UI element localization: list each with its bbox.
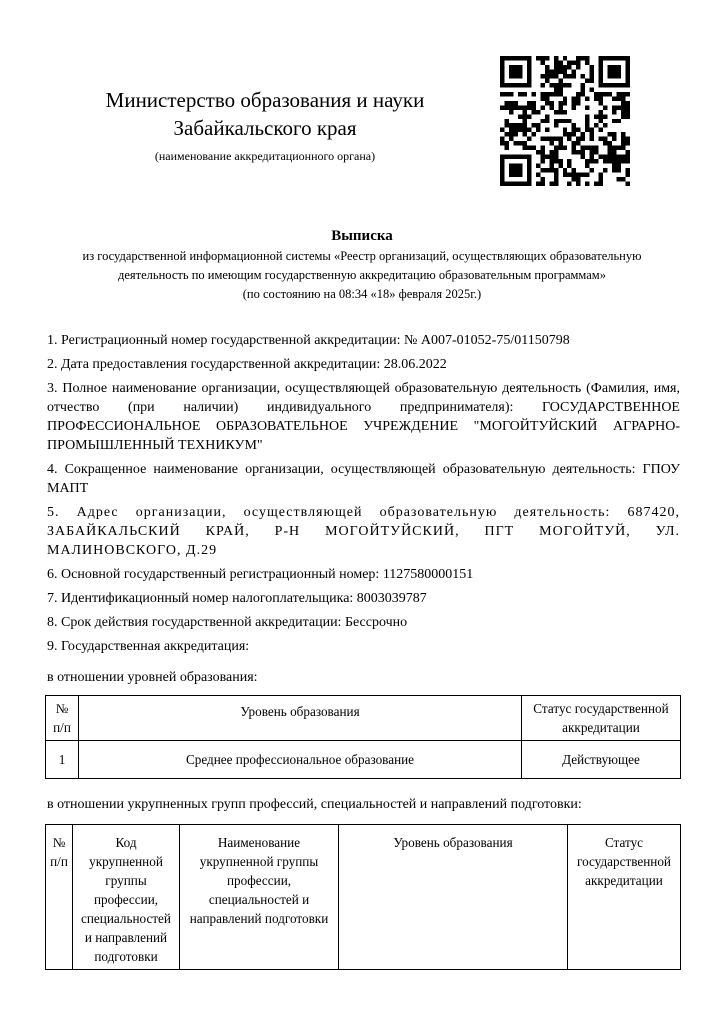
detail-item: 9. Государственная аккредитация: <box>47 639 250 654</box>
cell-status: Действующее <box>522 741 681 779</box>
detail-item: 3. Полное наименование организации, осуществляющей образовательную деятельность (Фамилия, имя, отчество (при наличии) индивидуального предпринимателя): ГОСУДАРСТВЕННОЕ ПРОФЕССИОНАЛЬНОЕ ОБРАЗОВАТЕЛЬНОЕ УЧРЕЖДЕНИЕ "МОГОЙТУЙСКИЙ АГРАРНО-ПРОМЫШЛЕННЫЙ ТЕХНИКУМ" <box>47 381 680 453</box>
detail-item: 6. Основной государственный регистрационный номер: 1127580000151 <box>47 567 474 582</box>
col-header-number: № п/п <box>46 825 73 970</box>
qr-code-icon <box>500 56 630 186</box>
col-header-group-name: Наименование укрупненной группы профессии, специальностей и направлений подготовки <box>180 825 339 970</box>
doc-title: Выписка <box>331 228 393 244</box>
subtitle-line: деятельность по имеющим государственную аккредитацию образовательным программам» <box>118 268 606 282</box>
subtitle-line: из государственной информационной системы «Реестр организаций, осуществляющих образовательную <box>82 249 642 263</box>
groups-table <box>45 824 681 970</box>
accreditation-body-block <box>80 86 450 164</box>
org-name-line1: Министерство образования и науки <box>105 88 425 112</box>
org-caption: (наименование аккредитационного органа) <box>154 149 376 163</box>
col-header-group-code: Код укрупненной группы профессии, специальностей и направлений подготовки <box>73 825 180 970</box>
table-header-row <box>46 825 681 970</box>
details-list <box>47 331 680 661</box>
col-header-level: Уровень образования <box>79 696 522 741</box>
levels-table <box>45 695 681 779</box>
doc-subtitle <box>50 247 674 304</box>
table-row <box>46 741 681 779</box>
subtitle-line: (по состоянию на 08:34 «18» февраля 2025г.) <box>242 287 482 301</box>
groups-section-label: в отношении укрупненных групп профессий, специальностей и направлений подготовки: <box>47 797 582 812</box>
detail-item: 1. Регистрационный номер государственной аккредитации: № А007-01052-75/01150798 <box>47 333 570 348</box>
detail-item: 5. Адрес организации, осуществляющей образовательную деятельность: 687420, ЗАБАЙКАЛЬСКИЙ КРАЙ, Р-Н МОГОЙТУЙСКИЙ, ПГТ МОГОЙТУЙ, УЛ. МАЛИНОВСКОГО, Д.29 <box>47 505 680 558</box>
org-name-line2: Забайкальского края <box>173 116 357 140</box>
detail-item: 4. Сокращенное наименование организации, осуществляющей образовательную деятельность: ГПОУ МАПТ <box>47 462 680 496</box>
detail-item: 7. Идентификационный номер налогоплательщика: 8003039787 <box>47 591 427 606</box>
cell-level: Среднее профессиональное образование <box>79 741 522 779</box>
detail-item: 2. Дата предоставления государственной аккредитации: 28.06.2022 <box>47 357 447 372</box>
table-header-row <box>46 696 681 741</box>
detail-item: 8. Срок действия государственной аккредитации: Бессрочно <box>47 615 408 630</box>
col-header-number: № п/п <box>46 696 79 741</box>
levels-section-label: в отношении уровней образования: <box>47 670 258 685</box>
col-header-level: Уровень образования <box>339 825 568 970</box>
col-header-status: Статус государственной аккредитации <box>568 825 681 970</box>
cell-number: 1 <box>46 741 79 779</box>
col-header-status: Статус государственной аккредитации <box>522 696 681 741</box>
